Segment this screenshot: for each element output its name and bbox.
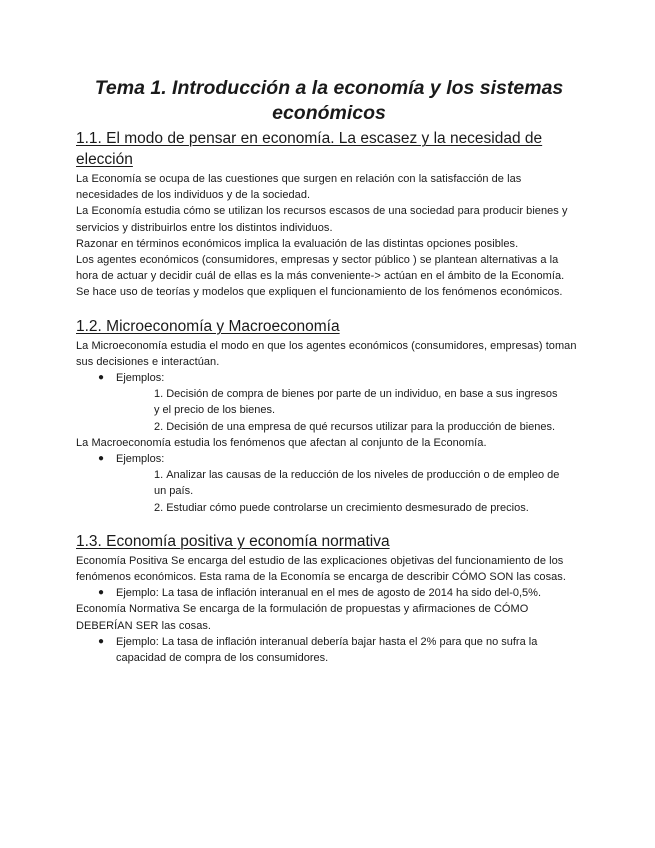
list-item [154, 419, 582, 435]
section-heading: 1.3. Economía positiva y economía normativa [76, 532, 390, 550]
bullet-list [76, 634, 582, 666]
bullet-list [76, 585, 582, 601]
list-item-text: Analizar las causas de la reducción de los niveles de producción o de empleo de un país. [154, 469, 560, 498]
paragraph: Se hace uso de teorías y modelos que expliquen el funcionamiento de los fenómenos económicos. [76, 286, 563, 299]
paragraph: La Macroeconomía estudia los fenómenos que afectan al conjunto de la Economía. [76, 436, 487, 449]
list-number: 1. [154, 388, 164, 401]
list-item-text: Estudiar cómo puede controlarse un crecimiento desmesurado de precios. [166, 501, 529, 514]
bullet-icon: ● [98, 453, 105, 465]
document-title: Tema 1. Introducción a la economía y los sistemas económicos [94, 77, 564, 124]
section-heading: 1.2. Microeconomía y Macroeconomía [76, 317, 340, 335]
paragraph: La Economía estudia cómo se utilizan los recursos escasos de una sociedad para producir bienes y servicios y distribuirlos entre los distintos individuos. [76, 205, 568, 234]
document-page [76, 76, 582, 666]
list-number: 2. [154, 501, 164, 514]
list-item-label: Ejemplos: [116, 453, 165, 466]
bullet-icon: ● [98, 587, 105, 599]
bullet-icon: ● [98, 372, 105, 384]
list-item-label: Ejemplos: [116, 372, 165, 385]
paragraph: La Microeconomía estudia el modo en que los agentes económicos (consumidores, empresas) toman sus decisiones e interactúan. [76, 339, 577, 368]
list-number: 2. [154, 420, 164, 433]
paragraph: Razonar en términos económicos implica la evaluación de las distintas opciones posibles. [76, 237, 519, 250]
bullet-list [76, 451, 582, 516]
list-item [98, 451, 582, 516]
list-item-text: Ejemplo: La tasa de inflación interanual en el mes de agosto de 2014 ha sido del-0,5%. [116, 587, 542, 600]
paragraph: Economía Positiva Se encarga del estudio de las explicaciones objetivas del funcionamiento de los fenómenos económicos. Esta rama de la Economía se encarga de describir CÓMO SON las cosas. [76, 554, 566, 584]
section-1-3 [76, 531, 582, 666]
list-item-text: Ejemplo: La tasa de inflación interanual debería bajar hasta el 2% para que no sufra la capacidad de compra de los consumidores. [116, 635, 538, 665]
numbered-list [116, 386, 582, 435]
list-item [154, 467, 582, 499]
bullet-icon: ● [98, 635, 105, 647]
list-item [98, 370, 582, 435]
section-heading: 1.1. El modo de pensar en economía. La escasez y la necesidad de elección [76, 130, 543, 168]
list-item [98, 634, 582, 666]
list-item-text: Decisión de compra de bienes por parte de un individuo, en base a sus ingresos y el precio de los bienes. [154, 388, 558, 417]
paragraph: Los agentes económicos (consumidores, empresas y sector público ) se plantean alternativas a la hora de actuar y decidir cuál de ellas es la más conveniente-> actúan en el ámbito de la Economía. [76, 254, 565, 283]
list-item [98, 585, 582, 601]
list-item [154, 500, 582, 516]
paragraph: La Economía se ocupa de las cuestiones que surgen en relación con la satisfacción de las necesidades de los individuos y de la sociedad. [76, 173, 522, 202]
section-1-2 [76, 316, 582, 516]
list-number: 1. [154, 469, 164, 482]
list-item-text: Decisión de una empresa de qué recursos utilizar para la producción de bienes. [166, 420, 556, 433]
list-item [154, 386, 582, 418]
section-1-1 [76, 128, 582, 301]
bullet-list [76, 370, 582, 435]
numbered-list [116, 467, 582, 516]
paragraph: Economía Normativa Se encarga de la formulación de propuestas y afirmaciones de CÓMO DEBERÍAN SER las cosas. [76, 603, 529, 632]
